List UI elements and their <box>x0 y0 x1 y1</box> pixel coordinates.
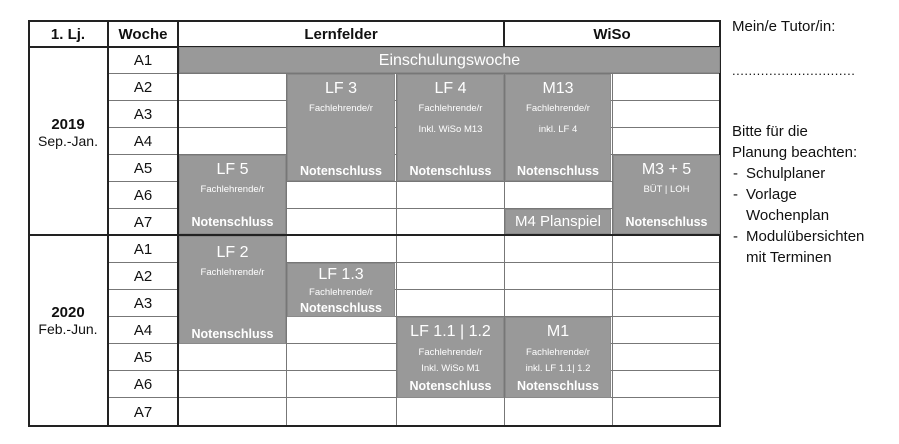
planning-list-item: - Modulübersichten mit Terminen <box>732 226 886 268</box>
year-period: Sep.-Jan. <box>38 133 98 149</box>
einschulung-block <box>179 47 720 73</box>
module-lf1-1-1-2 <box>397 317 504 398</box>
module-teacher: Fachlehrende/r <box>200 267 265 278</box>
year-label: 2019 <box>51 116 85 133</box>
module-title: M3 + 5 <box>641 161 692 178</box>
module-notenschluss: Notenschluss <box>409 379 492 393</box>
week-label: A3 <box>133 106 153 123</box>
planning-list-item: - Schulplaner <box>732 163 892 184</box>
module-notenschluss: Notenschluss <box>409 164 492 178</box>
tutor-label: Mein/e Tutor/in: <box>732 18 836 35</box>
module-title: LF 4 <box>434 80 467 97</box>
year-block-2020 <box>28 304 108 337</box>
planning-list-item: - Vorlage Wochenplan <box>732 184 856 226</box>
week-label: A1 <box>133 52 153 69</box>
module-note: Inkl. WiSo M1 <box>421 363 480 374</box>
year-block-2019 <box>28 116 108 149</box>
module-notenschluss: Notenschluss <box>191 215 274 229</box>
module-teacher: Fachlehrende/r <box>309 103 373 114</box>
module-title: LF 1.3 <box>318 266 364 283</box>
module-teacher: BÜT | LOH <box>643 184 690 195</box>
week-label: A2 <box>133 79 153 96</box>
module-note: inkl. LF 1.1| 1.2 <box>525 363 591 374</box>
planning-list <box>732 163 892 268</box>
module-notenschluss: Notenschluss <box>625 215 708 229</box>
wiso-divider <box>503 20 505 48</box>
module-m4-planspiel <box>505 209 611 234</box>
week-label: A2 <box>133 268 153 285</box>
module-note: inkl. LF 4 <box>538 124 578 135</box>
einschulung-label: Einschulungswoche <box>378 52 521 69</box>
planning-note-line2: Planung beachten: <box>732 144 858 161</box>
module-title: M1 <box>546 323 570 340</box>
module-teacher: Fachlehrende/r <box>418 347 483 358</box>
tutor-dots: .............................. <box>732 63 856 78</box>
header-woche: Woche <box>118 25 168 43</box>
module-title: LF 3 <box>324 80 357 97</box>
year-period: Feb.-Jun. <box>38 321 98 337</box>
week-label: A5 <box>133 160 153 177</box>
planning-note-line1: Bitte für die <box>732 123 808 140</box>
week-label: A7 <box>133 213 153 231</box>
module-notenschluss: Notenschluss <box>300 164 382 178</box>
week-label: A1 <box>133 241 153 258</box>
week-label: A5 <box>133 349 153 366</box>
module-teacher: Fachlehrende/r <box>526 347 590 358</box>
week-label: A3 <box>133 295 153 312</box>
module-m3-5 <box>613 155 720 234</box>
module-title: LF 5 <box>216 161 249 178</box>
module-m13 <box>505 74 611 181</box>
module-teacher: Fachlehrende/r <box>309 287 373 298</box>
module-notenschluss: Notenschluss <box>300 301 382 315</box>
module-notenschluss: Notenschluss <box>191 327 274 341</box>
module-m1 <box>505 317 611 398</box>
week-label: A6 <box>133 376 153 393</box>
week-label: A7 <box>133 403 153 421</box>
week-label: A4 <box>133 322 153 339</box>
module-notenschluss: Notenschluss <box>517 164 599 178</box>
module-title: M13 <box>542 80 574 97</box>
module-teacher: Fachlehrende/r <box>200 184 265 195</box>
module-lf5 <box>179 155 286 234</box>
header-lernfelder: Lernfelder <box>304 25 378 43</box>
module-title: M4 Planspiel <box>515 213 601 230</box>
year-label: 2020 <box>51 304 85 321</box>
header-lj: 1. Lj. <box>50 25 86 43</box>
module-title: LF 2 <box>216 244 249 261</box>
module-teacher: Fachlehrende/r <box>418 103 483 114</box>
module-lf2 <box>179 236 286 344</box>
planning-note <box>732 121 892 268</box>
header-wiso: WiSo <box>593 25 631 43</box>
module-teacher: Fachlehrende/r <box>526 103 590 114</box>
module-lf4 <box>397 74 504 181</box>
week-label: A6 <box>133 187 153 204</box>
module-title: LF 1.1 | 1.2 <box>410 323 491 340</box>
module-lf3 <box>287 74 395 181</box>
week-label: A4 <box>133 133 153 150</box>
module-notenschluss: Notenschluss <box>517 379 599 393</box>
module-lf1-3 <box>287 263 395 317</box>
module-note: Inkl. WiSo M13 <box>418 124 483 135</box>
header-frame <box>28 20 721 48</box>
